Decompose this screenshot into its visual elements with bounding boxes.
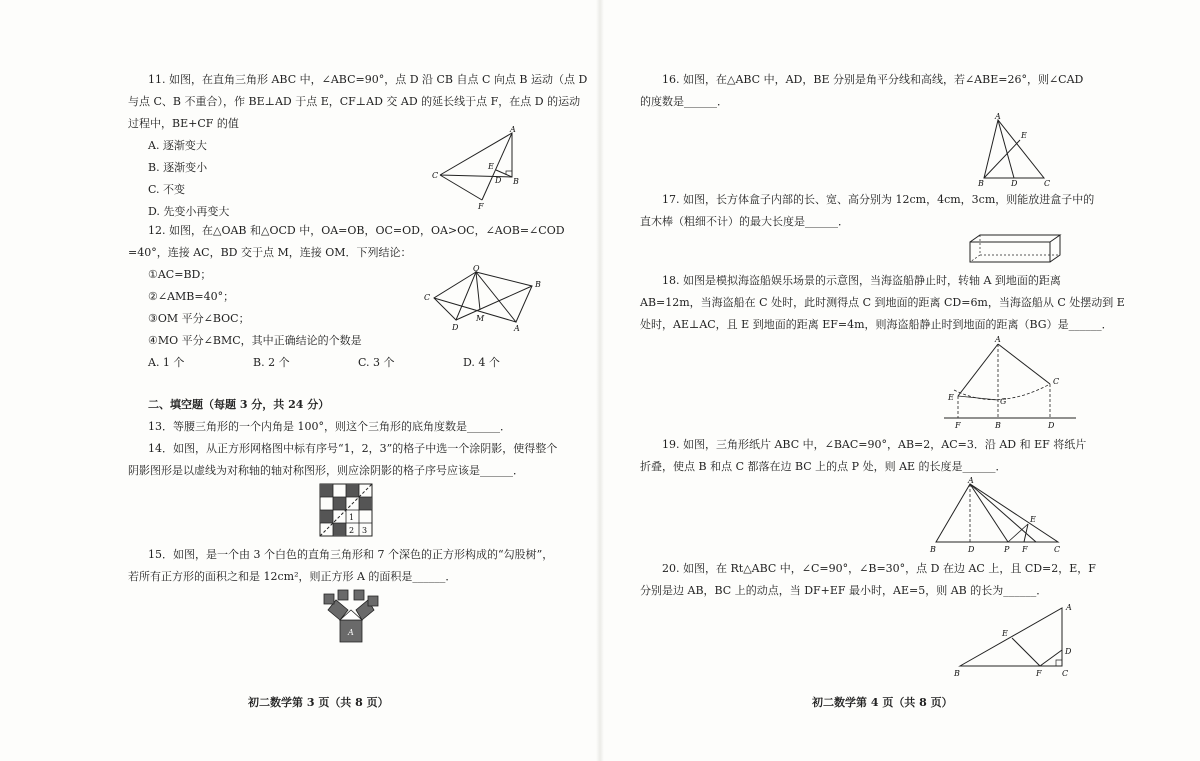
q12-option-b: B. 2 个 — [253, 356, 290, 369]
q14-cell-1: 1 — [349, 513, 355, 522]
q17-line-2: 直木棒（粗细不计）的最大长度是______． — [640, 215, 849, 228]
q11-line-1: 11. 如图，在直角三角形 ABC 中，∠ABC=90°，点 D 沿 CB 自点 C 向点 B 运动（点 D — [148, 73, 588, 86]
q18-label-g: G — [1000, 397, 1007, 406]
q16-triangle-figure — [976, 112, 1056, 188]
q16-label-e: E — [1021, 131, 1027, 140]
q19-label-a: A — [968, 476, 974, 485]
q18-line-2: AB=12m，当海盗船在 C 处时，此时测得点 C 到地面的距离 CD=6m，当海盗船从 C 处摆动到 E — [640, 296, 1125, 309]
q17-cuboid-figure — [966, 232, 1066, 266]
q12-label-a: A — [514, 324, 520, 333]
q19-label-c: C — [1054, 545, 1061, 554]
q15-label-a: A — [348, 628, 354, 637]
q12-option-d: D. 4 个 — [463, 356, 500, 369]
q12-conclusion-3: ③OM 平分∠BOC； — [148, 312, 250, 325]
q12-conclusion-4: ④MO 平分∠BMC，其中正确结论的个数是 — [148, 334, 362, 347]
q11-label-e: E — [488, 162, 494, 171]
q14-line-1: 14．如图，从正方形网格图中标有序号“1，2，3”的格子中选一个涂阴影，使得整个 — [148, 442, 558, 455]
q14-cell-2: 2 — [349, 526, 355, 535]
q11-label-c: C — [432, 171, 439, 180]
q11-triangle-figure — [430, 125, 530, 210]
q11-option-a: A. 逐渐变大 — [148, 139, 207, 152]
q14-line-2: 阴影图形是以虚线为对称轴的轴对称图形，则应涂阴影的格子序号应该是______． — [128, 464, 524, 477]
q11-label-d: D — [495, 176, 502, 185]
q19-line-1: 19. 如图，三角形纸片 ABC 中，∠BAC=90°，AB=2，AC=3．沿 AD 和 EF 将纸片 — [662, 438, 1087, 451]
q18-label-a: A — [995, 335, 1001, 344]
q16-label-c: C — [1044, 179, 1051, 188]
q18-label-d: D — [1048, 421, 1055, 430]
q15-line-1: 15．如图，是一个由 3 个白色的直角三角形和 7 个深色的正方形构成的“勾股树”， — [148, 548, 554, 561]
exam-page-4 — [600, 0, 1200, 761]
q11-option-b: B. 逐渐变小 — [148, 161, 208, 174]
q14-cell-3: 3 — [362, 526, 368, 535]
q11-line-3: 过程中，BE+CF 的值 — [128, 117, 239, 130]
q18-label-e: E — [948, 393, 954, 402]
q12-label-m: M — [476, 314, 485, 323]
q16-label-d: D — [1011, 179, 1018, 188]
q12-label-d: D — [452, 323, 459, 332]
q16-label-a: A — [995, 112, 1001, 121]
q16-line-1: 16. 如图，在△ABC 中，AD，BE 分别是角平分线和高线，若∠ABE=26°，则∠CAD — [662, 73, 1084, 86]
q20-line-1: 20. 如图，在 Rt△ABC 中，∠C=90°，∠B=30°，点 D 在边 AC 上，且 CD=2，E，F — [662, 562, 1096, 575]
q12-label-o: O — [473, 264, 480, 273]
q20-right-triangle-figure — [950, 600, 1076, 680]
q16-line-2: 的度数是______． — [640, 95, 728, 108]
page-4-footer: 初二数学第 4 页（共 8 页） — [812, 696, 953, 709]
q14-grid-figure — [318, 482, 374, 538]
q11-option-c: C. 不变 — [148, 183, 186, 196]
q20-label-a: A — [1066, 603, 1072, 612]
q11-label-b: B — [513, 177, 519, 186]
q16-label-b: B — [978, 179, 984, 188]
q18-label-f: F — [955, 421, 961, 430]
q19-label-e: E — [1030, 515, 1036, 524]
q11-line-2: 与点 C、B 不重合），作 BE⊥AD 于点 E，CF⊥AD 交 AD 的延长线于点 F，在点 D 的运动 — [128, 95, 581, 108]
q20-label-e: E — [1002, 629, 1008, 638]
q20-label-f: F — [1036, 669, 1042, 678]
q20-line-2: 分别是边 AB，BC 上的动点，当 DF+EF 最小时，AE=5，则 AB 的长为______． — [640, 584, 1048, 597]
q13-text: 13．等腰三角形的一个内角是 100°，则这个三角形的底角度数是______． — [148, 420, 511, 433]
q18-pirate-ship-figure — [940, 334, 1080, 430]
q12-label-b: B — [535, 280, 541, 289]
q19-label-d: D — [968, 545, 975, 554]
q11-label-a: A — [510, 125, 516, 134]
q19-label-p: P — [1004, 545, 1010, 554]
q20-label-d: D — [1065, 647, 1072, 656]
q11-option-d: D. 先变小再变大 — [148, 205, 230, 218]
q15-line-2: 若所有正方形的面积之和是 12cm²，则正方形 A 的面积是______． — [128, 570, 457, 583]
q12-label-c: C — [424, 293, 431, 302]
q19-folded-triangle-figure — [928, 476, 1068, 556]
q11-label-f: F — [478, 202, 484, 210]
page-3-footer: 初二数学第 3 页（共 8 页） — [248, 696, 389, 709]
q12-triangles-figure — [420, 262, 550, 334]
q17-line-1: 17. 如图，长方体盒子内部的长、宽、高分别为 12cm，4cm，3cm，则能放进盒子中的 — [662, 193, 1095, 206]
q20-label-c: C — [1062, 669, 1069, 678]
q12-option-a: A. 1 个 — [148, 356, 185, 369]
q19-line-2: 折叠，使点 B 和点 C 都落在边 BC 上的点 P 处，则 AE 的长度是______． — [640, 460, 1007, 473]
q18-line-1: 18. 如图是模拟海盗船娱乐场景的示意图，当海盗船静止时，转轴 A 到地面的距离 — [662, 274, 1061, 287]
q15-pythagoras-tree-figure — [320, 588, 382, 646]
q12-conclusion-2: ②∠AMB=40°； — [148, 290, 235, 303]
section-fill-in-heading: 二、填空题（每题 3 分，共 24 分） — [148, 398, 330, 411]
q12-conclusion-1: ①AC=BD； — [148, 268, 212, 281]
q12-line-1: 12. 如图，在△OAB 和△OCD 中，OA=OB，OC=OD，OA>OC，∠AOB=∠COD — [148, 224, 565, 237]
q12-line-2: =40°，连接 AC，BD 交于点 M，连接 OM．下列结论： — [128, 246, 412, 259]
q19-label-f: F — [1022, 545, 1028, 554]
q18-label-c: C — [1053, 377, 1060, 386]
q12-option-c: C. 3 个 — [358, 356, 395, 369]
q18-line-3: 处时，AE⊥AC，且 E 到地面的距离 EF=4m，则海盗船静止时到地面的距离（BG）是______． — [640, 318, 1113, 331]
q18-label-b: B — [995, 421, 1001, 430]
q20-label-b: B — [954, 669, 960, 678]
q19-label-b: B — [930, 545, 936, 554]
